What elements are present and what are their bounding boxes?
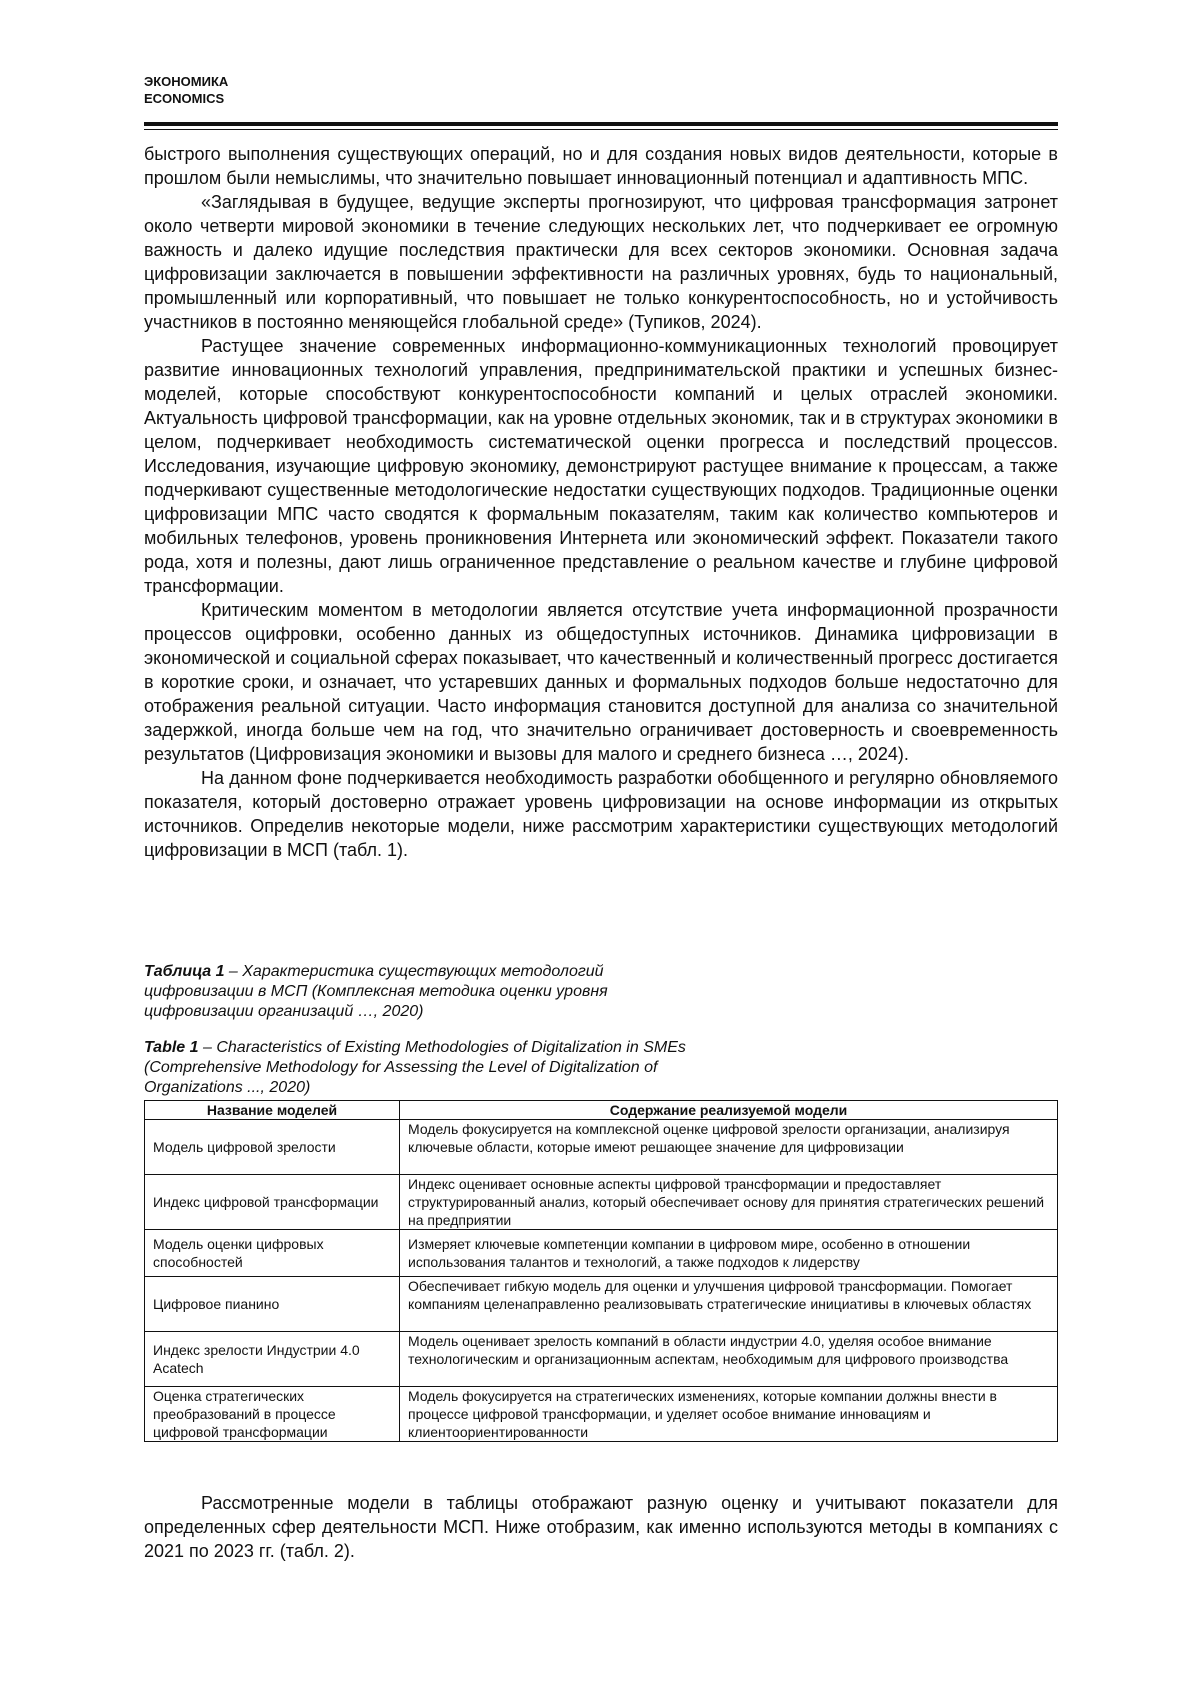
header-rule-thin [144,129,1058,130]
table-row [145,1120,1058,1175]
caption-en-text: – Characteristics of Existing Methodologies of Digitalization in SMEs (Comprehensive Methodology for Assessing the Level of Digitalization of Organizations ..., 2020) [144,1039,686,1096]
header-model-content: Содержание реализуемой модели [400,1101,1058,1120]
caption-ru-label: Таблица 1 [144,963,225,980]
table-row [145,1387,1058,1442]
closing-text [144,1491,1058,1563]
model-description-cell: Измеряет ключевые компетенции компании в цифровом мире, особенно в отношении использования талантов и технологий, а также подходов к лидерству [400,1230,1058,1277]
section-title-en: ECONOMICS [144,91,225,106]
table-caption-ru [144,962,704,1022]
table-row [145,1332,1058,1387]
model-name-cell: Модель оценки цифровых способностей [145,1230,400,1277]
model-name-cell: Индекс зрелости Индустрии 4.0 Acatech [145,1332,400,1387]
model-description-cell: Модель оценивает зрелость компаний в области индустрии 4.0, уделяя особое внимание технологическим и организационным аспектам, необходимым для цифрового производства [400,1332,1058,1387]
paragraph-5: На данном фоне подчеркивается необходимость разработки обобщенного и регулярно обновляемого показателя, который достоверно отражает уровень цифровизации на основе информации из открытых источников. Определив некоторые модели, ниже рассмотрим характеристики существующих методологий цифровизации в МСП (табл. 1). [144,768,1058,860]
model-description-cell: Обеспечивает гибкую модель для оценки и улучшения цифровой трансформации. Помогает компаниям целенаправленно реализовывать стратегические инициативы в ключевых областях [400,1277,1058,1332]
caption-en-label: Table 1 [144,1039,199,1056]
table-header-row [145,1101,1058,1120]
model-name-cell: Оценка стратегических преобразований в процессе цифровой трансформации [145,1387,400,1442]
model-description-cell: Индекс оценивает основные аспекты цифровой трансформации и предоставляет структурированный анализ, который обеспечивает основу для принятия стратегических решений на предприятии [400,1175,1058,1230]
table-row [145,1175,1058,1230]
header-model-name: Название моделей [145,1101,400,1120]
model-name-cell: Индекс цифровой трансформации [145,1175,400,1230]
model-description-cell: Модель фокусируется на стратегических изменениях, которые компании должны внести в процессе цифровой трансформации, и уделяет особое внимание инновациям и клиентоориентированности [400,1387,1058,1442]
header-rule-thick [144,122,1058,126]
body-text [144,142,1058,862]
section-title-ru: ЭКОНОМИКА [144,74,229,89]
table-row [145,1277,1058,1332]
model-description-cell: Модель фокусируется на комплексной оценке цифровой зрелости организации, анализируя ключевые области, которые имеют решающее значение для цифровизации [400,1120,1058,1175]
model-name-cell: Цифровое пианино [145,1277,400,1332]
table-caption-en [144,1038,704,1098]
paragraph-2: «Заглядывая в будущее, ведущие эксперты прогнозируют, что цифровая трансформация затронет около четверти мировой экономики в течение следующих нескольких лет, что подчеркивает ее огромную важность и далеко идущие последствия практически для всех секторов экономики. Основная задача цифровизации заключается в повышении эффективности на различных уровнях, будь то национальный, промышленный или корпоративный, что повышает не только конкурентоспособность, но и устойчивость участников в постоянно меняющейся глобальной среде» (Тупиков, 2024). [144,192,1058,332]
model-name-cell: Модель цифровой зрелости [145,1120,400,1175]
paragraph-3: Растущее значение современных информационно-коммуникационных технологий провоцирует развитие инновационных технологий управления, предпринимательской практики и успешных бизнес-моделей, которые способствуют конкурентоспособности компаний и целых отраслей экономики. Актуальность цифровой трансформации, как на уровне отдельных экономик, так и в структурах экономики в целом, подчеркивает необходимость систематической оценки прогресса и последствий процессов. Исследования, изучающие цифровую экономику, демонстрируют растущее внимание к процессам, а также подчеркивают существенные методологические недостатки существующих подходов. Традиционные оценки цифровизации МПС часто сводятся к формальным показателям, таким как количество компьютеров и мобильных телефонов, уровень проникновения Интернета или экономический эффект. Показатели такого рода, хотя и полезны, дают лишь ограниченное представление о реальном качестве и глубине цифровой трансформации. [144,336,1058,596]
methodologies-table [144,1100,1058,1442]
paragraph-1: быстрого выполнения существующих операций, но и для создания новых видов деятельности, которые в прошлом были немыслимы, что значительно повышает инновационный потенциал и адаптивность МПС. [144,144,1058,188]
running-head [144,73,228,107]
closing-paragraph: Рассмотренные модели в таблицы отображают разную оценку и учитывают показатели для определенных сфер деятельности МСП. Ниже отобразим, как именно используются методы в компаниях с 2021 по 2023 гг. (табл. 2). [144,1493,1058,1561]
table-row [145,1230,1058,1277]
caption-ru-text: – Характеристика существующих методологий цифровизации в МСП (Комплексная методика оценки уровня цифровизации организаций …, 2020) [144,963,608,1020]
paragraph-4: Критическим моментом в методологии является отсутствие учета информационной прозрачности процессов оцифровки, особенно данных из общедоступных источников. Динамика цифровизации в экономической и социальной сферах показывает, что качественный и количественный прогресс достигается в короткие сроки, и означает, что устаревших данных и формальных подходов больше недостаточно для отображения реальной ситуации. Часто информация становится доступной для анализа со значительной задержкой, иногда больше чем на год, что значительно ограничивает достоверность и своевременность результатов (Цифровизация экономики и вызовы для малого и среднего бизнеса …, 2024). [144,600,1058,764]
